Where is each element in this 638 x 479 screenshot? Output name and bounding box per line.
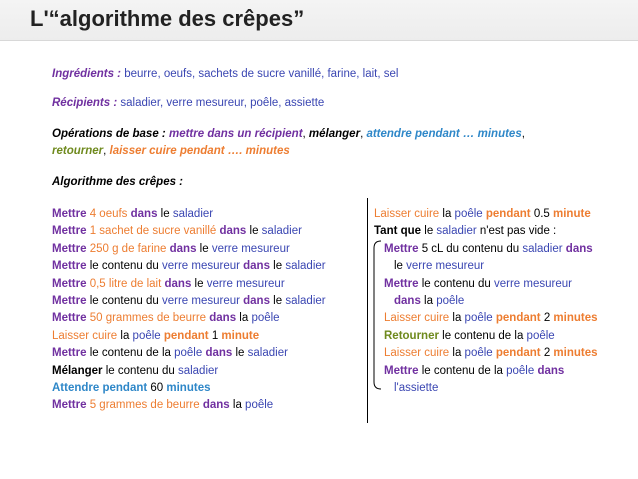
algorithm-token: dans bbox=[169, 242, 197, 255]
algorithm-token: poêle bbox=[132, 329, 161, 342]
algorithm-token: 0,5 litre de lait bbox=[86, 277, 165, 290]
algorithm-token: dans bbox=[202, 399, 230, 412]
algorithm-step bbox=[374, 328, 598, 345]
algorithm-step bbox=[52, 258, 326, 275]
algorithm-token: Mettre bbox=[52, 294, 87, 307]
algorithm-token: le bbox=[269, 260, 286, 273]
algorithm-token: pendant bbox=[495, 347, 541, 360]
algorithm-token: le contenu du bbox=[102, 364, 178, 377]
algorithm-token: le bbox=[232, 347, 248, 360]
operation-retourner: retourner bbox=[52, 145, 104, 157]
algorithm-step bbox=[52, 380, 326, 397]
algorithm-token: dans bbox=[219, 225, 247, 238]
algorithm-step bbox=[374, 363, 598, 380]
algorithm-token: l'assiette bbox=[394, 381, 439, 394]
algorithm-token: 5 cL du contenu du bbox=[418, 242, 523, 255]
algorithm-token: Mettre bbox=[52, 399, 87, 412]
algorithm-token: dans bbox=[130, 208, 158, 220]
algorithm-token: pendant bbox=[495, 312, 541, 325]
title-bar bbox=[0, 0, 638, 41]
algorithm-token: dans bbox=[209, 312, 237, 325]
algorithm-token: saladier bbox=[522, 242, 563, 255]
algorithm-token: minutes bbox=[166, 381, 211, 394]
algorithm-token: saladier bbox=[172, 208, 214, 220]
algorithm-token: Mettre bbox=[52, 242, 87, 255]
algorithm-step bbox=[52, 363, 326, 380]
algorithm-token: 50 grammes de beurre bbox=[86, 312, 210, 325]
algorithm-token: dans bbox=[243, 260, 270, 273]
algorithm-step bbox=[374, 206, 598, 223]
algorithm-step bbox=[52, 293, 326, 310]
algorithm-step bbox=[374, 293, 598, 310]
algorithm-token: verre mesureur bbox=[493, 277, 572, 290]
algorithm-token: le bbox=[246, 225, 262, 238]
algorithm-token: poêle bbox=[251, 312, 280, 325]
algorithm-token: le bbox=[191, 277, 207, 290]
algorithm-token: dans bbox=[205, 347, 233, 360]
operations-line-1 bbox=[52, 128, 525, 140]
algorithm-token: le contenu de la bbox=[418, 364, 507, 377]
algorithm-token: saladier bbox=[436, 225, 477, 238]
algorithm-token: minute bbox=[221, 329, 260, 342]
algorithm-token: la bbox=[420, 294, 437, 307]
algorithm-token: Laisser cuire bbox=[374, 208, 440, 220]
recipients-label: Récipients : bbox=[52, 97, 118, 109]
ingredients-label: Ingrédients : bbox=[52, 68, 122, 80]
algorithm-step bbox=[374, 276, 598, 293]
algorithm-step bbox=[374, 241, 598, 258]
algorithm-token: 1 bbox=[208, 329, 222, 342]
algorithm-token: verre mesureur bbox=[161, 260, 240, 273]
algorithm-token: Attendre pendant bbox=[52, 381, 148, 394]
algorithm-step bbox=[52, 223, 326, 240]
operation-laisser-cuire: laisser cuire pendant …. minutes bbox=[109, 145, 290, 157]
algorithm-token: poêle bbox=[506, 364, 535, 377]
column-divider bbox=[367, 198, 368, 423]
operations-label: Opérations de base : bbox=[52, 128, 166, 140]
algorithm-token: le contenu du bbox=[418, 277, 494, 290]
algorithm-token: Mettre bbox=[384, 277, 419, 290]
algorithm-right-column bbox=[374, 206, 598, 397]
algorithm-token: saladier bbox=[285, 294, 326, 307]
algorithm-token: Mettre bbox=[52, 225, 87, 238]
algorithm-token: Mettre bbox=[52, 312, 87, 325]
algorithm-token: le contenu du bbox=[86, 260, 162, 273]
algorithm-token: poêle bbox=[526, 329, 555, 342]
operation-mettre: mettre dans un récipient bbox=[168, 128, 303, 140]
algorithm-token: pendant bbox=[163, 329, 209, 342]
algorithm-token: la bbox=[229, 399, 246, 412]
algorithm-step bbox=[52, 206, 326, 223]
algorithm-token: le bbox=[269, 294, 286, 307]
algorithm-heading: Algorithme des crêpes : bbox=[52, 176, 184, 188]
algorithm-token: saladier bbox=[247, 347, 288, 360]
page-title: L'“algorithme des crêpes” bbox=[30, 6, 305, 31]
algorithm-token: la bbox=[117, 329, 133, 342]
algorithm-token: 2 bbox=[540, 347, 554, 360]
operation-attendre: attendre pendant … minutes bbox=[366, 128, 522, 140]
algorithm-token: poêle bbox=[464, 347, 493, 360]
algorithm-token: dans bbox=[164, 277, 192, 290]
algorithm-token: Mettre bbox=[52, 260, 87, 273]
ingredients-line bbox=[52, 68, 398, 80]
algorithm-token: la bbox=[236, 312, 252, 325]
algorithm-token: 1 sachet de sucre vanillé bbox=[86, 225, 220, 238]
algorithm-token: Laisser cuire bbox=[384, 347, 450, 360]
operations-sep-3: , bbox=[521, 128, 525, 140]
algorithm-step bbox=[374, 345, 598, 362]
algorithm-token: dans bbox=[243, 294, 270, 307]
operations-sep-1: , bbox=[302, 128, 309, 140]
algorithm-step bbox=[52, 328, 326, 345]
algorithm-token: minute bbox=[553, 208, 591, 220]
algorithm-token: la bbox=[439, 208, 455, 220]
algorithm-token: poêle bbox=[454, 208, 483, 220]
algorithm-token: saladier bbox=[177, 364, 219, 377]
operations-sep-4: , bbox=[103, 145, 110, 157]
algorithm-token: le bbox=[157, 208, 173, 220]
algorithm-token: le contenu du bbox=[86, 294, 162, 307]
algorithm-token: Mettre bbox=[384, 364, 419, 377]
algorithm-token: la bbox=[449, 312, 465, 325]
recipients-text: saladier, verre mesureur, poêle, assiette bbox=[117, 97, 325, 109]
algorithm-token: Mettre bbox=[384, 242, 419, 255]
algorithm-token: verre mesureur bbox=[206, 277, 285, 290]
algorithm-step bbox=[52, 276, 326, 293]
algorithm-token: Retourner bbox=[384, 329, 439, 342]
algorithm-token: verre mesureur bbox=[211, 242, 290, 255]
algorithm-token: Mettre bbox=[52, 208, 87, 220]
algorithm-token: le contenu de la bbox=[86, 347, 175, 360]
algorithm-token: Mettre bbox=[52, 347, 87, 360]
algorithm-token: dans bbox=[394, 294, 421, 307]
algorithm-token: poêle bbox=[245, 399, 274, 412]
algorithm-step bbox=[374, 258, 598, 275]
algorithm-token: poêle bbox=[174, 347, 203, 360]
algorithm-left-column bbox=[52, 206, 326, 415]
operations-sep-2: , bbox=[360, 128, 367, 140]
algorithm-token: la bbox=[449, 347, 465, 360]
algorithm-token: 250 g de farine bbox=[86, 242, 170, 255]
algorithm-step bbox=[52, 310, 326, 327]
algorithm-token: 5 grammes de beurre bbox=[86, 399, 203, 412]
algorithm-token: le contenu de la bbox=[438, 329, 527, 342]
algorithm-step bbox=[374, 223, 598, 240]
algorithm-token: saladier bbox=[285, 260, 326, 273]
algorithm-token: Tant que bbox=[374, 225, 422, 238]
algorithm-token: saladier bbox=[261, 225, 302, 238]
algorithm-token: dans bbox=[565, 242, 593, 255]
algorithm-step bbox=[52, 345, 326, 362]
algorithm-token: n'est pas vide : bbox=[476, 225, 557, 238]
algorithm-token: le bbox=[421, 225, 437, 238]
operations-line-2 bbox=[52, 145, 290, 157]
algorithm-token: 60 bbox=[147, 381, 167, 394]
algorithm-token: 2 bbox=[540, 312, 554, 325]
algorithm-token: dans bbox=[537, 364, 565, 377]
algorithm-token: poêle bbox=[436, 294, 465, 307]
algorithm-token: Mettre bbox=[52, 277, 87, 290]
algorithm-token: Laisser cuire bbox=[384, 312, 450, 325]
algorithm-token: verre mesureur bbox=[406, 260, 485, 273]
algorithm-token: 0.5 bbox=[530, 208, 554, 220]
algorithm-token: minutes bbox=[553, 312, 598, 325]
recipients-line bbox=[52, 97, 324, 109]
algorithm-token: pendant bbox=[485, 208, 531, 220]
algorithm-token: le bbox=[394, 260, 407, 273]
ingredients-text: beurre, oeufs, sachets de sucre vanillé, farine, lait, sel bbox=[121, 68, 399, 80]
algorithm-step bbox=[52, 397, 326, 414]
algorithm-step bbox=[52, 241, 326, 258]
algorithm-step bbox=[374, 380, 598, 397]
algorithm-step bbox=[374, 310, 598, 327]
operation-melanger: mélanger bbox=[308, 128, 361, 140]
algorithm-token: le bbox=[196, 242, 212, 255]
algorithm-token: verre mesureur bbox=[161, 294, 240, 307]
algorithm-token: minutes bbox=[553, 347, 598, 360]
algorithm-token: 4 oeufs bbox=[86, 208, 131, 220]
algorithm-token: Mélanger bbox=[52, 364, 103, 377]
algorithm-token: Laisser cuire bbox=[52, 329, 118, 342]
algorithm-token: poêle bbox=[464, 312, 493, 325]
